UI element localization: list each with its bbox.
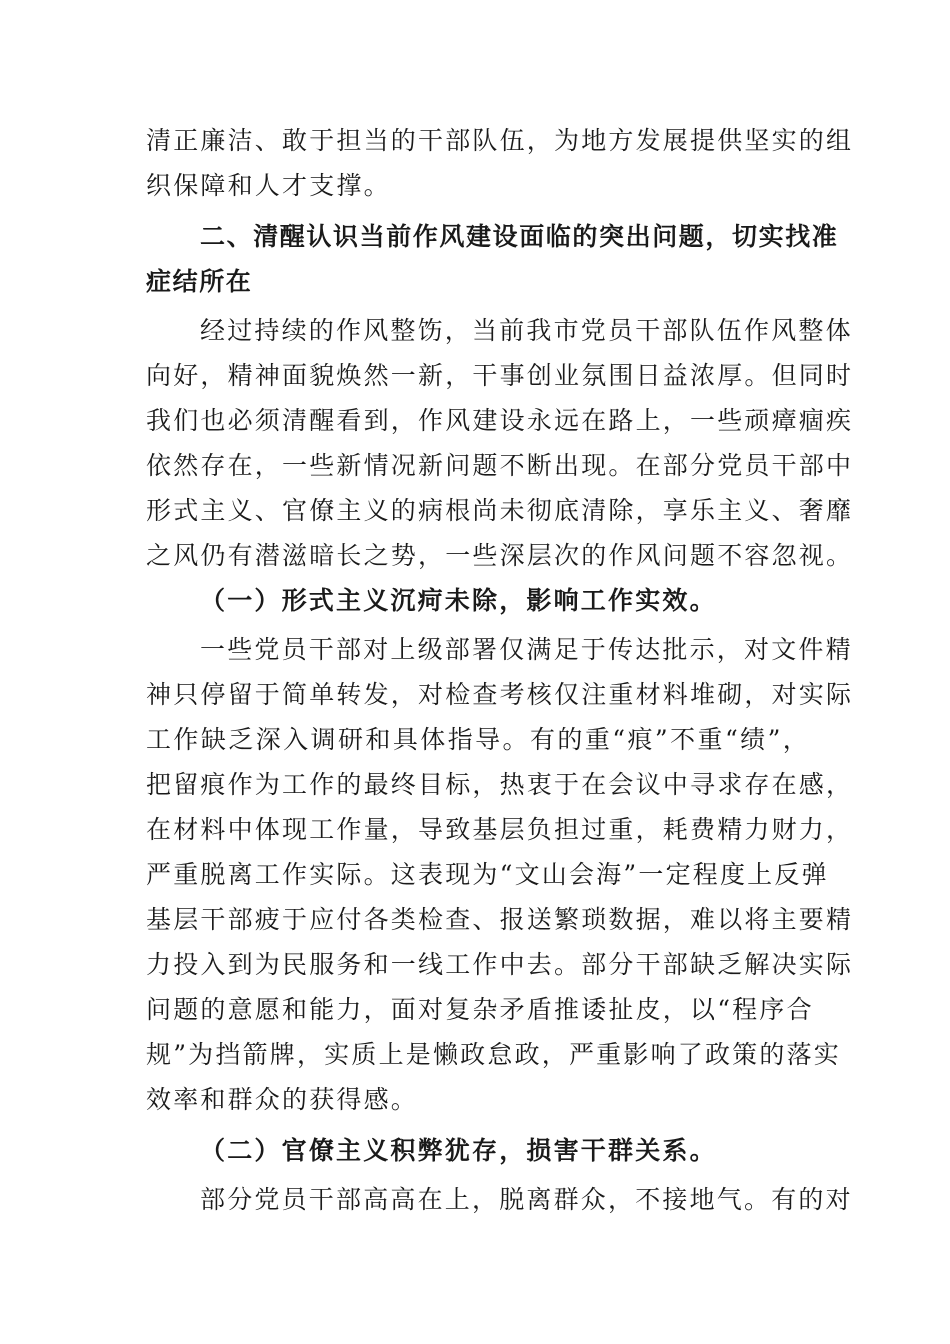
text-line: 严重脱离工作实际。这表现为“文山会海”一定程度上反弹: [146, 860, 829, 889]
text-line: 之风仍有潜滋暗长之势，一些深层次的作风问题不容忽视。: [146, 541, 854, 570]
text-line: 经过持续的作风整饬，当前我市党员干部队伍作风整体: [200, 316, 853, 345]
text-line: 向好，精神面貌焕然一新，干事创业氛围日益浓厚。但同时: [146, 361, 854, 390]
text-line: 一些党员干部对上级部署仅满足于传达批示，对文件精: [200, 635, 853, 664]
text-line: 部分党员干部高高在上，脱离群众，不接地气。有的对: [200, 1185, 853, 1214]
text-line: 基层干部疲于应付各类检查、报送繁琐数据，难以将主要精: [146, 905, 854, 934]
subheading-line: （一）形式主义沉疴未除，影响工作实效。: [200, 586, 717, 615]
subsection-two-heading: [146, 1128, 810, 1173]
text-line: 在材料中体现工作量，导致基层负担过重，耗费精力财力，: [146, 815, 854, 844]
text-line: 把留痕作为工作的最终目标，热衷于在会议中寻求存在感，: [146, 770, 854, 799]
document-body: [146, 118, 854, 1222]
text-line: 效率和群众的获得感。: [146, 1085, 419, 1114]
heading-line: 二、清醒认识当前作风建设面临的突出问题，切实找准: [200, 222, 839, 251]
text-line: 问题的意愿和能力，面对复杂矛盾推诿扯皮，以“程序合: [146, 995, 814, 1024]
text-line: 工作缺乏深入调研和具体指导。有的重“痕”不重“绩”，: [146, 725, 810, 754]
text-line: 依然存在，一些新情况新问题不断出现。在部分党员干部中: [146, 451, 854, 480]
subsection-two-paragraph: [146, 1177, 853, 1222]
text-line: 力投入到为民服务和一线工作中去。部分干部缺乏解决实际: [146, 950, 854, 979]
text-line: 我们也必须清醒看到，作风建设永远在路上，一些顽瘴痼疾: [146, 406, 854, 435]
subsection-one-paragraph: [146, 627, 854, 1122]
text-line: 神只停留于简单转发，对检查考核仅注重材料堆砌，对实际: [146, 680, 854, 709]
text-line: 形式主义、官僚主义的病根尚未彻底清除，享乐主义、奢靡: [146, 496, 854, 525]
text-line: 规”为挡箭牌，实质上是懒政怠政，严重影响了政策的落实: [146, 1040, 841, 1069]
subheading-line: （二）官僚主义积弊犹存，损害干群关系。: [200, 1136, 717, 1165]
intro-paragraph: [146, 118, 854, 208]
subsection-one-heading: [146, 578, 810, 623]
section-two-paragraph: [146, 308, 854, 578]
heading-line: 症结所在: [146, 267, 253, 296]
text-line: 织保障和人才支撑。: [146, 171, 391, 200]
text-line: 清正廉洁、敢于担当的干部队伍，为地方发展提供坚实的组: [146, 126, 854, 155]
section-two-heading: [146, 214, 839, 304]
